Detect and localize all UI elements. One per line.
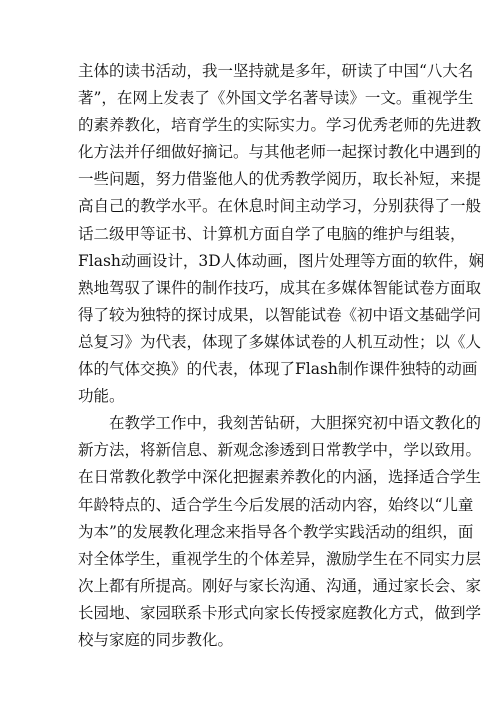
- text-line: 总复习》为代表，体现了多媒体试卷的人机互动性；以《人: [78, 332, 482, 351]
- text-line: 的素养教化，培育学生的实际实力。学习优秀老师的先进教: [78, 116, 482, 135]
- text-line: 体的气体交换》的代表，体现了Flash制作课件独特的动画: [78, 360, 478, 379]
- text-line: 一些问题，努力借鉴他人的优秀教学阅历，取长补短，来提: [78, 170, 482, 189]
- text-line: 著”，在网上发表了《外国文学名著导读》一文。重视学生: [78, 89, 474, 108]
- text-line: 在教学工作中，我刻苦钻研，大胆探究初中语文教化的: [109, 414, 482, 433]
- text-line: 长园地、家园联系卡形式向家长传授家庭教化方式，做到学: [78, 603, 482, 622]
- text-line: 话二级甲等证书、计算机方面自学了电脑的维护与组装，: [78, 224, 466, 243]
- text-line: 次上都有所提高。刚好与家长沟通、沟通，通过家长会、家: [78, 576, 482, 595]
- text-line: 主体的读书活动，我一坚持就是多年，研读了中国“八大名: [78, 62, 474, 80]
- text-line: 得了较为独特的探讨成果，以智能试卷《初中语文基础学问: [78, 305, 482, 324]
- text-line: 高自己的教学水平。在休息时间主动学习，分别获得了一般: [78, 197, 482, 216]
- text-line: 化方法并仔细做好摘记。与其他老师一起探讨教化中遇到的: [78, 143, 482, 162]
- paragraph-1: [78, 58, 485, 410]
- text-line: 熟地驾驭了课件的制作技巧，成其在多媒体智能试卷方面取: [78, 278, 482, 297]
- paragraph-2: [78, 410, 482, 654]
- text-line: 新方法，将新信息、新观念渗透到日常教学中，学以致用。: [78, 441, 482, 460]
- text-line: 年龄特点的、适合学生今后发展的活动内容，始终以“儿童: [78, 495, 474, 514]
- text-line: 为本”的发展教化理念来指导各个教学实践活动的组织，面: [78, 522, 474, 541]
- text-line: 对全体学生，重视学生的个体差异，激励学生在不同实力层: [78, 549, 482, 568]
- text-line: 功能。: [78, 387, 125, 406]
- text-line: 校与家庭的同步教化。: [78, 630, 234, 649]
- text-line: 在日常教化教学中深化把握素养教化的内涵，选择适合学生: [78, 468, 482, 487]
- text-line: Flash动画设计，3D人体动画，图片处理等方面的软件，娴: [78, 251, 485, 270]
- body-text: [78, 58, 485, 654]
